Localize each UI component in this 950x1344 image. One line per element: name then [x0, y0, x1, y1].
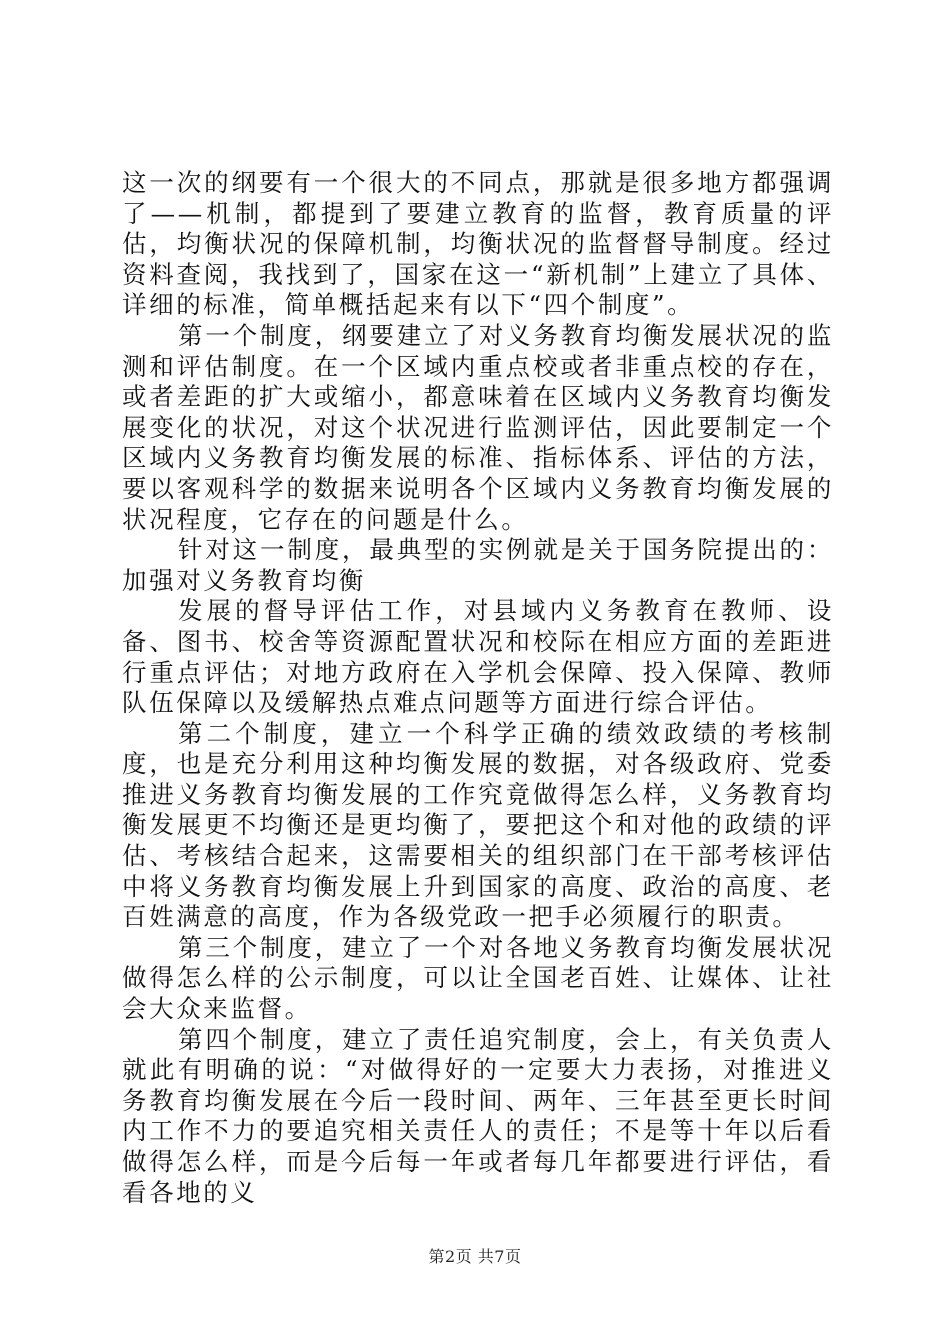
paragraph-system-one: 第一个制度，纲要建立了对义务教育均衡发展状况的监测和评估制度。在一个区域内重点校或者非重点校的存在，或者差距的扩大或缩小，都意味着在区域内义务教育均衡发展变化的状况，对这个状况进行监测评估，因此要制定一个区域内义务教育均衡发展的标准、指标体系、评估的方法，要以客观科学的数据来说明各个区域内义务教育均衡发展的状况程度，它存在的问题是什么。: [122, 320, 834, 534]
document-body: [122, 168, 834, 1208]
paragraph-intro: 这一次的纲要有一个很大的不同点，那就是很多地方都强调了——机制，都提到了要建立教育的监督，教育质量的评估，均衡状况的保障机制，均衡状况的监督督导制度。经过资料查阅，我找到了，国家在这一“新机制”上建立了具体、详细的标准，简单概括起来有以下“四个制度”。: [122, 168, 834, 320]
paragraph-example-detail: 发展的督导评估工作，对县域内义务教育在教师、设备、图书、校舍等资源配置状况和校际在相应方面的差距进行重点评估；对地方政府在入学机会保障、投入保障、教师队伍保障以及缓解热点难点问题等方面进行综合评估。: [122, 596, 834, 718]
page-number-label: 第2页 共7页: [428, 1247, 522, 1266]
paragraph-system-two: 第二个制度，建立一个科学正确的绩效政绩的考核制度，也是充分利用这种均衡发展的数据，对各级政府、党委推进义务教育均衡发展的工作究竟做得怎么样，义务教育均衡发展更不均衡还是更均衡了，要把这个和对他的政绩的评估、考核结合起来，这需要相关的组织部门在干部考核评估中将义务教育均衡发展上升到国家的高度、政治的高度、老百姓满意的高度，作为各级党政一把手必须履行的职责。: [122, 718, 834, 932]
paragraph-system-three: 第三个制度，建立了一个对各地义务教育均衡发展状况做得怎么样的公示制度，可以让全国老百姓、让媒体、让社会大众来监督。: [122, 932, 834, 1024]
paragraph-example-lead: 针对这一制度，最典型的实例就是关于国务院提出的：加强对义务教育均衡: [122, 535, 834, 595]
paragraph-system-four: 第四个制度，建立了责任追究制度，会上，有关负责人就此有明确的说：“对做得好的一定要大力表扬，对推进义务教育均衡发展在今后一段时间、两年、三年甚至更长时间内工作不力的要追究相关责任人的责任；不是等十年以后看做得怎么样，而是今后每一年或者每几年都要进行评估，看看各地的义: [122, 1024, 834, 1207]
page-footer: [0, 1244, 950, 1267]
